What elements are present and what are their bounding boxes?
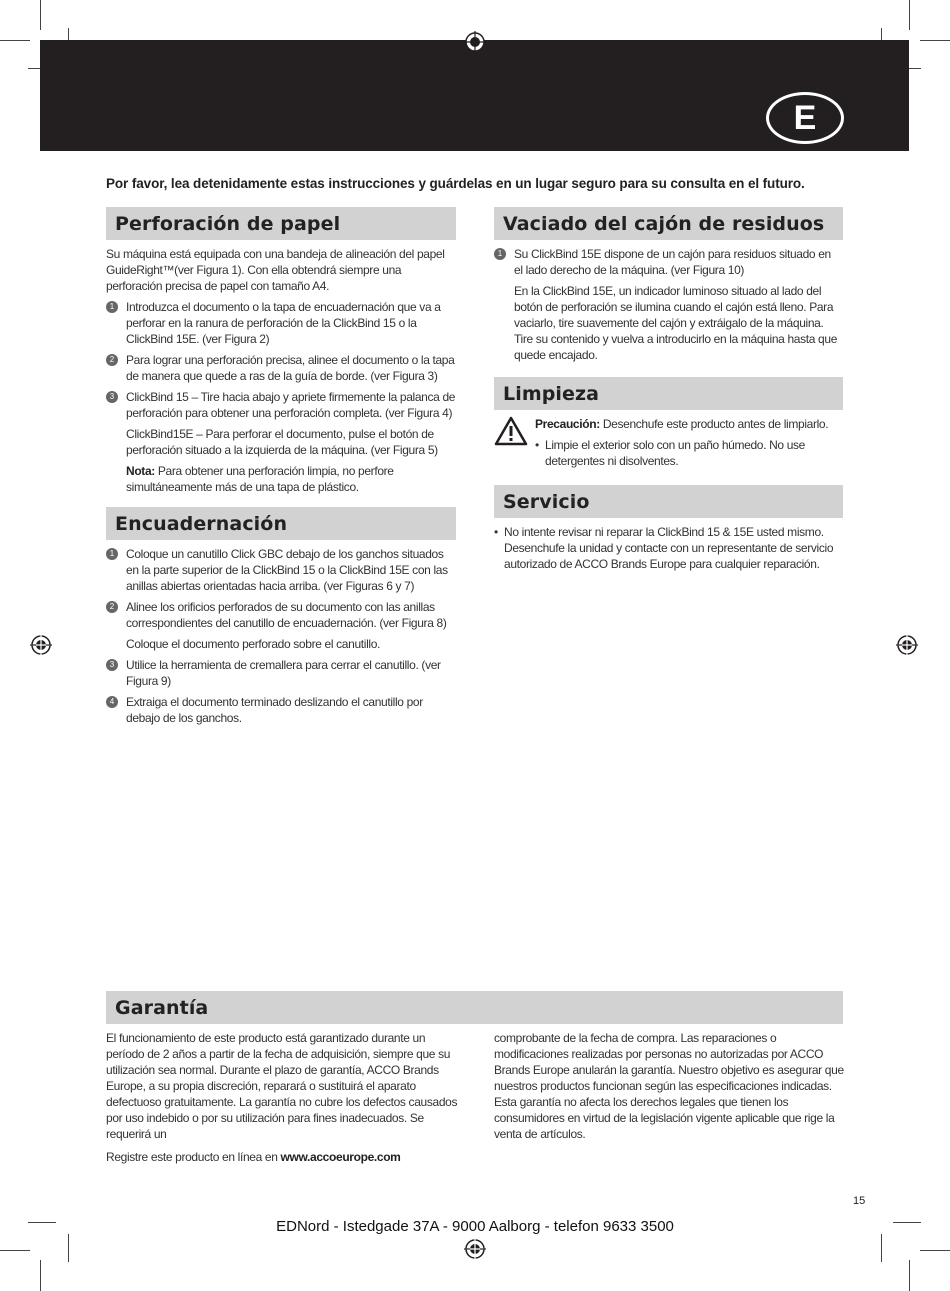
- crop-mark: [0, 1250, 30, 1251]
- section-title-servicio: Servicio: [494, 485, 843, 518]
- section-body-perforacion: [106, 246, 458, 500]
- footer-address: EDNord - Istedgade 37A - 9000 Aalborg - telefon 9633 3500: [276, 1218, 674, 1235]
- step-extra: ClickBind15E – Para perforar el documento, pulse el botón de perforación situado a la izquierda de la máquina. (ver Figura 5): [126, 427, 438, 457]
- step-number-icon: 1: [106, 548, 118, 560]
- garantia-right-column: [494, 1030, 844, 1147]
- list-item: [106, 389, 458, 421]
- section-title-vaciado: Vaciado del cajón de residuos: [494, 207, 843, 240]
- crop-mark: [40, 1260, 41, 1291]
- bullet-item: • Limpie el exterior solo con un paño húmedo. No use detergentes ni disolventes.: [535, 437, 840, 469]
- crop-mark: [881, 1234, 882, 1262]
- step-text: Extraiga el documento terminado deslizando el canutillo por debajo de los ganchos.: [126, 695, 423, 725]
- registration-mark-icon: [464, 1238, 486, 1260]
- register-prefix: Registre este producto en línea en: [106, 1150, 281, 1164]
- note-text: Para obtener una perforación limpia, no perfore simultáneamente más de una tapa de plástico.: [126, 464, 394, 494]
- step-extra: Coloque el documento perforado sobre el canutillo.: [126, 637, 381, 651]
- section-title-encuadernacion: Encuadernación: [106, 507, 456, 540]
- caution-label: Precaución:: [535, 417, 600, 431]
- list-item: [106, 657, 458, 689]
- section-body-vaciado: [494, 246, 839, 368]
- register-link[interactable]: www.accoeurope.com: [280, 1150, 401, 1164]
- paragraph: Su máquina está equipada con una bandeja de alineación del papel GuideRight™(ver Figura 1). Con ella obtendrá siempre una perforación precisa de papel con tamaño A4.: [106, 247, 445, 293]
- list-item: [494, 246, 839, 278]
- step-extra: En la ClickBind 15E, un indicador luminoso situado al lado del botón de perforación se ilumina cuando el cajón está lleno. Para vaciarlo, tire suavemente del cajón y extráigalo de la máquina. Tire su contenido y vuelva a introducirlo en la máquina hasta que quede encajado.: [514, 284, 838, 362]
- registration-mark-icon: [896, 634, 918, 656]
- section-body-limpieza: [535, 416, 840, 474]
- warning-icon: [494, 416, 528, 446]
- crop-mark: [40, 0, 41, 30]
- registration-mark-icon: [30, 634, 52, 656]
- list-item: [106, 599, 458, 631]
- crop-mark: [909, 1260, 910, 1291]
- registration-mark-icon: [464, 31, 486, 53]
- step-text: Utilice la herramienta de cremallera para cerrar el canutillo. (ver Figura 9): [126, 658, 441, 688]
- page-number: 15: [853, 1195, 866, 1207]
- list-item: [106, 352, 458, 384]
- language-badge: E: [766, 92, 844, 144]
- register-line: [106, 1149, 458, 1165]
- step-number-icon: 2: [106, 601, 118, 613]
- crop-mark: [0, 40, 30, 41]
- section-title-garantia: Garantía: [106, 991, 843, 1024]
- bullet-item: • No intente revisar ni reparar la ClickBind 15 & 15E usted mismo. Desenchufe la unidad y contacte con un representante de servicio autorizado de ACCO Brands Europe para cualquier reparación.: [494, 524, 834, 572]
- list-item: [106, 546, 458, 594]
- step-number-icon: 1: [494, 248, 506, 260]
- step-number-icon: 1: [106, 301, 118, 313]
- paragraph: comprobante de la fecha de compra. Las reparaciones o modificaciones realizadas por personas no autorizadas por ACCO Brands Europe anularán la garantía. Nuestro objetivo es asegurar que nuestros productos funcionan según las especificaciones indicadas. Esta garantía no afecta los derechos legales que tienen los consumidores en virtud de la legislación vigente aplicable que rige la venta de artículos.: [494, 1031, 844, 1141]
- crop-mark: [920, 40, 950, 41]
- section-body-encuadernacion: [106, 546, 458, 731]
- note-label: Nota:: [126, 464, 155, 478]
- garantia-left-column: [106, 1030, 458, 1170]
- section-title-limpieza: Limpieza: [494, 377, 843, 410]
- section-body-servicio: [494, 524, 834, 577]
- step-text: ClickBind 15 – Tire hacia abajo y apriete firmemente la palanca de perforación para obtener una perforación completa. (ver Figura 4): [126, 390, 456, 420]
- step-number-icon: 4: [106, 696, 118, 708]
- step-text: Su ClickBind 15E dispone de un cajón para residuos situado en el lado derecho de la máquina. (ver Figura 10): [514, 247, 831, 277]
- list-item: [106, 299, 458, 347]
- intro-instruction: Por favor, lea detenidamente estas instrucciones y guárdelas en un lugar seguro para su consulta en el futuro.: [106, 176, 805, 191]
- crop-mark: [909, 0, 910, 30]
- note: [106, 463, 458, 495]
- crop-mark: [920, 1250, 950, 1251]
- paragraph: El funcionamiento de este producto está garantizado durante un período de 2 años a partir de la fecha de adquisición, siempre que su utilización sea normal. Durante el plazo de garantía, ACCO Brands Europe, a su propia discreción, reparará o sustituirá el aparato defectuoso gratuitamente. La garantía no cubre los defectos causados por uso indebido o por su utilización para fines inadecuados. Se requerirá un: [106, 1031, 458, 1141]
- step-number-icon: 3: [106, 659, 118, 671]
- step-text: Coloque un canutillo Click GBC debajo de los ganchos situados en la parte superior de la ClickBind 15 o la ClickBind 15E con las anillas abiertas orientadas hacia arriba. (ver Figuras 6 y 7): [126, 547, 448, 593]
- list-item: [106, 694, 458, 726]
- step-text: Para lograr una perforación precisa, alinee el documento o la tapa de manera que quede a ras de la guía de borde. (ver Figura 3): [126, 353, 455, 383]
- step-text: Introduzca el documento o la tapa de encuadernación que va a perforar en la ranura de perforación de la ClickBind 15 o la ClickBind 15E. (ver Figura 2): [126, 300, 441, 346]
- section-title-perforacion: Perforación de papel: [106, 207, 456, 240]
- crop-mark: [68, 1234, 69, 1262]
- step-number-icon: 2: [106, 354, 118, 366]
- step-text: Alinee los orificios perforados de su documento con las anillas correspondientes del canutillo de encuadernación. (ver Figura 8): [126, 600, 447, 630]
- caution-text: Desenchufe este producto antes de limpiarlo.: [599, 417, 829, 431]
- caution: [535, 416, 840, 432]
- step-number-icon: 3: [106, 391, 118, 403]
